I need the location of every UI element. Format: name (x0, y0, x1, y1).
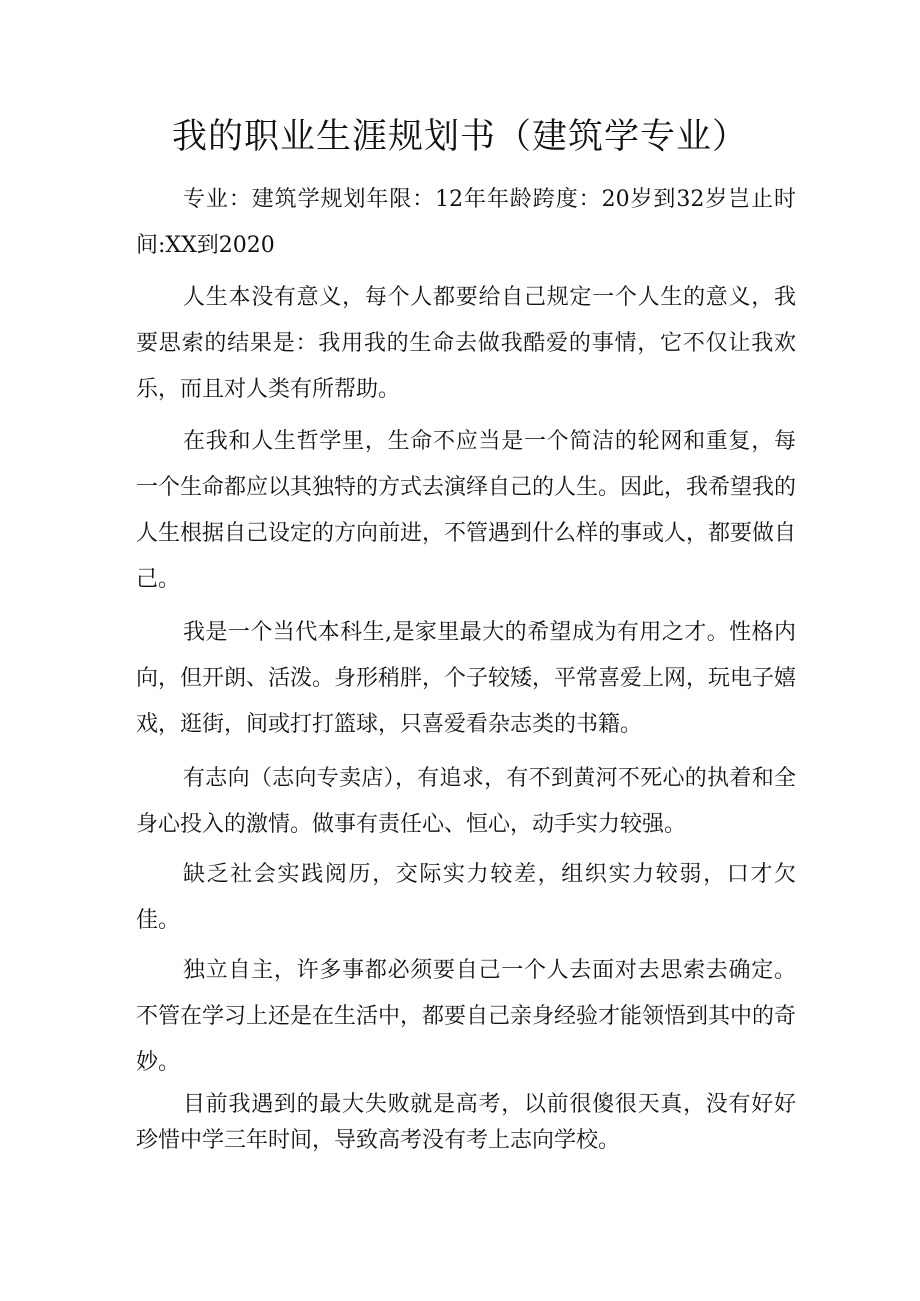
plan-meta-paragraph: 专业：建筑学规划年限：12年年龄跨度：20岁到32岁岂止时间:XX到2020 (136, 187, 796, 258)
body-paragraph-1: 人生本没有意义，每个人都要给自己规定一个人生的意义，我要思索的结果是：我用我的生命去做我酷爱的事情，它不仅让我欢乐，而且对人类有所帮助。 (136, 285, 796, 402)
body-paragraph-2: 在我和人生哲学里，生命不应当是一个简洁的轮网和重复，每一个生命都应以其独特的方式去演绎自己的人生。因此，我希望我的人生根据自己设定的方向前进，不管遇到什么样的事或人，都要做自己。 (136, 429, 797, 592)
body-paragraph-7: 目前我遇到的最大失败就是高考，以前很傻很天真，没有好好珍惜中学三年时间，导致高考没有考上志向学校。 (136, 1092, 796, 1153)
body-paragraph-6: 独立自主，许多事都必须要自己一个人去面对去思索去确定。不管在学习上还是在生活中，都要自己亲身经验才能领悟到其中的奇妙。 (136, 958, 797, 1075)
body-paragraph-5: 缺乏社会实践阅历，交际实力较差，组织实力较弱，口才欠佳。 (136, 862, 796, 933)
document-title: 我的职业生涯规划书（建筑学专业） (171, 117, 748, 157)
body-paragraph-3: 我是一个当代本科生,是家里最大的希望成为有用之才。性格内向，但开朗、活泼。身形稍胖，个子较矮，平常喜爱上网，玩电子嬉戏，逛街，间或打打篮球，只喜爱看杂志类的书籍。 (136, 620, 797, 737)
body-paragraph-4: 有志向（志向专卖店），有追求，有不到黄河不死心的执着和全身心投入的激情。做事有责任心、恒心，动手实力较强。 (136, 766, 796, 837)
